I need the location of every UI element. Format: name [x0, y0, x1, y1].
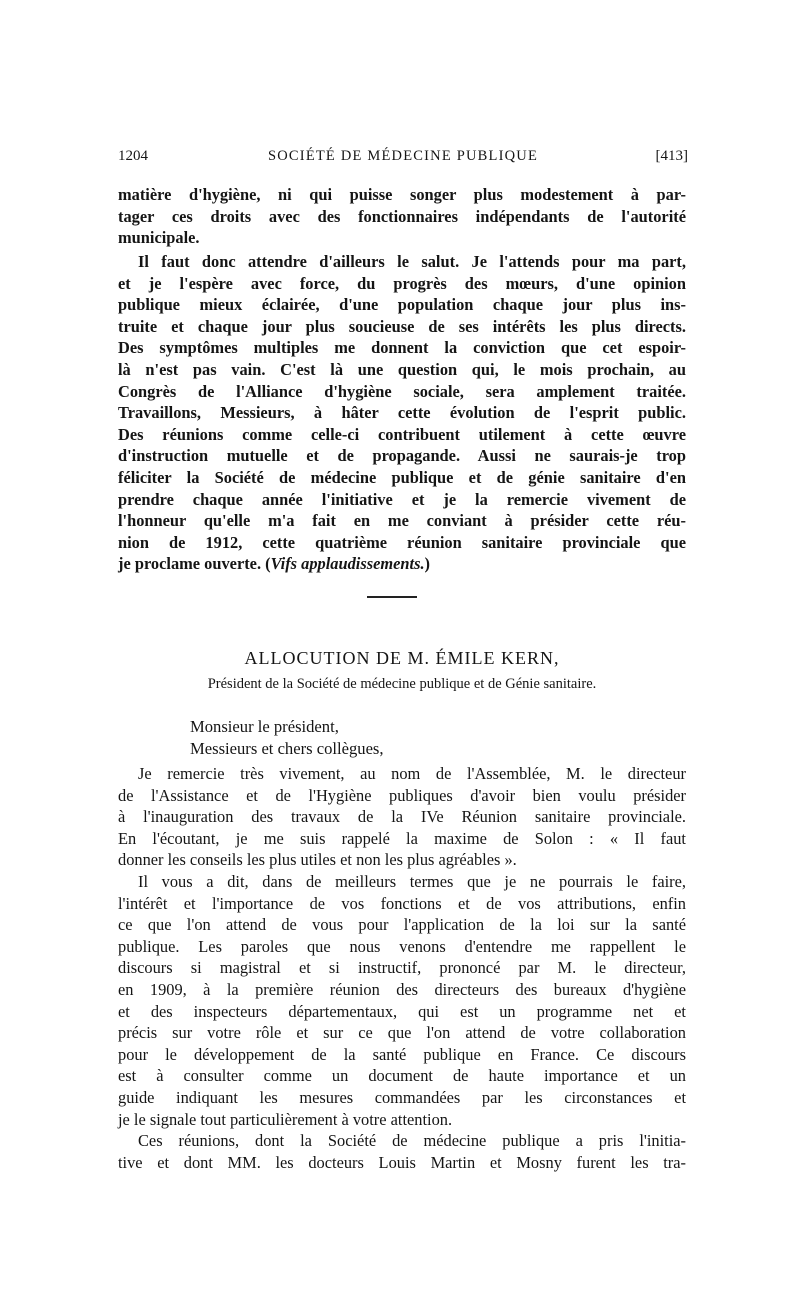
- salutation: [190, 716, 384, 760]
- text-line: matière d'hygiène, ni qui puisse songer plus modestement à par-: [118, 185, 686, 204]
- text-line: Ces réunions, dont la Société de médecine publique a pris l'initia-: [138, 1131, 686, 1150]
- text-line: publique mieux éclairée, d'une population chaque jour plus ins-: [118, 295, 686, 315]
- salutation-line: Monsieur le président,: [190, 717, 339, 736]
- text-line: truite et chaque jour plus soucieuse de ses intérêts les plus directs.: [118, 316, 686, 336]
- text-line: Je remercie très vivement, au nom de l'Assemblée, M. le directeur: [138, 764, 686, 783]
- text-line: précis sur votre rôle et sur ce que l'on attend de votre collaboration: [118, 1023, 686, 1043]
- page-number: 1204: [118, 148, 148, 164]
- text-line: tive et dont MM. les docteurs Louis Martin et Mosny furent les tra-: [118, 1152, 686, 1172]
- closing-paren: ): [424, 554, 431, 574]
- text-line: à l'inauguration des travaux de la IVe Réunion sanitaire provinciale.: [118, 807, 686, 827]
- text-line: guide indiquant les mesures commandées par les circonstances et: [118, 1087, 686, 1107]
- text-line: Il vous a dit, dans de meilleurs termes que je ne pourrais le faire,: [138, 872, 686, 891]
- text-line: prendre chaque année l'initiative et je la remercie vivement de: [118, 489, 686, 509]
- text-line: de l'Assistance et de l'Hygiène publiques d'avoir bien voulu présider: [118, 785, 686, 805]
- text-line: là n'est pas vain. C'est là une question qui, le mois prochain, au: [118, 359, 686, 379]
- running-header: [118, 148, 688, 172]
- text-line: et je l'espère avec force, du progrès des mœurs, d'une opinion: [118, 273, 686, 293]
- text-line: l'honneur qu'elle m'a fait en me conviant à présider cette réu-: [118, 511, 686, 531]
- bracket-reference: [413]: [655, 148, 688, 164]
- text-line: Des réunions comme celle-ci contribuent utilement à cette œuvre: [118, 424, 686, 444]
- section-separator: [367, 596, 417, 598]
- text-line: et des inspecteurs départementaux, qui est un programme net et: [118, 1001, 686, 1021]
- text-line: l'intérêt et l'importance de vos fonctions et de vos attributions, enfin: [118, 893, 686, 913]
- text-line: Il faut donc attendre d'ailleurs le salut. Je l'attends pour ma part,: [138, 252, 686, 271]
- text-line: en 1909, à la première réunion des directeurs des bureaux d'hygiène: [118, 979, 686, 999]
- text-line: je le signale tout particulièrement à votre attention.: [118, 1109, 453, 1129]
- text-line: féliciter la Société de médecine publique et de génie sanitaire d'en: [118, 467, 686, 487]
- text-line: En l'écoutant, je me suis rappelé la maxime de Solon : « Il faut: [118, 828, 686, 848]
- closing-text: je proclame ouverte. (: [118, 554, 271, 574]
- text-line: Congrès de l'Alliance d'hygiène sociale, sera amplement traitée.: [118, 381, 686, 401]
- text-line: nion de 1912, cette quatrième réunion sanitaire provinciale que: [118, 532, 686, 552]
- allocution-title: ALLOCUTION DE M. ÉMILE KERN,: [244, 648, 560, 668]
- salutation-line: Messieurs et chers collègues,: [190, 739, 384, 758]
- text-line: Travaillons, Messieurs, à hâter cette évolution de l'esprit public.: [118, 403, 686, 423]
- text-line: ce que l'on attend de vous pour l'application de la loi sur la santé: [118, 915, 686, 935]
- text-line: est à consulter comme un document de haute importance et un: [118, 1066, 686, 1086]
- text-line: Des symptômes multiples me donnent la conviction que cet espoir-: [118, 338, 686, 358]
- text-line: donner les conseils les plus utiles et non les plus agréables ».: [118, 850, 517, 870]
- text-line: tager ces droits avec des fonctionnaires indépendants de l'autorité: [118, 206, 686, 226]
- text-line: discours si magistral et si instructif, prononcé par M. le directeur,: [118, 958, 686, 978]
- paragraph-continuation: [118, 184, 686, 249]
- paragraph-salut: [118, 251, 686, 575]
- paragraph-discours: [118, 871, 686, 1130]
- allocution-subtitle: Président de la Société de médecine publique et de Génie sanitaire.: [207, 676, 597, 692]
- paragraph-reunions: [118, 1130, 686, 1173]
- text-line: pour le développement de la santé publique en France. Ce discours: [118, 1044, 686, 1064]
- running-title: SOCIÉTÉ DE MÉDECINE PUBLIQUE: [267, 148, 538, 164]
- text-line: d'instruction mutuelle et de propagande. Aussi ne saurais-je trop: [118, 446, 686, 466]
- paragraph-remerciement: [118, 763, 686, 871]
- text-line: municipale.: [118, 228, 200, 248]
- text-line: publique. Les paroles que nous venons d'entendre me rappellent le: [118, 936, 686, 956]
- applause-note: Vifs applaudissements.: [270, 554, 425, 574]
- text-line-final: [118, 553, 686, 575]
